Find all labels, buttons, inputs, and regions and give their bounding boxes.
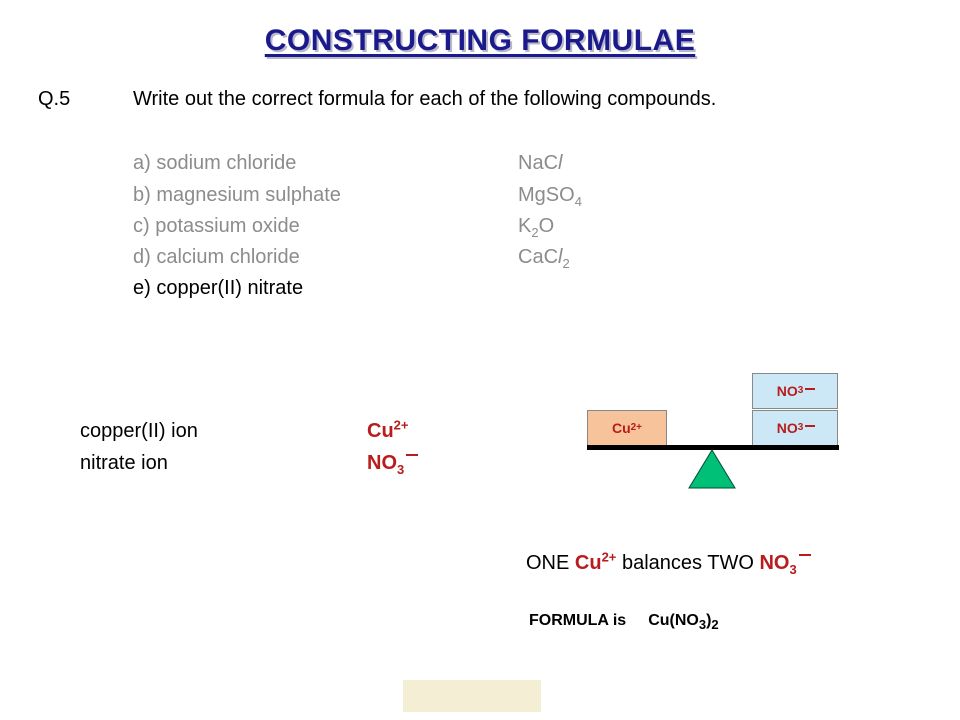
fulcrum-triangle [688, 449, 736, 489]
compound-d-name: d) calcium chloride [133, 246, 300, 268]
nitrate-ion-formula: $NO_3$ [367, 452, 405, 477]
copper-ion-formula: $Cu^{2+}$ [367, 417, 409, 442]
compound-c-name: c) potassium oxide [133, 215, 300, 237]
copper-ion-block: Cu 2+ [587, 410, 667, 446]
compound-b-name: b) magnesium sulphate [133, 184, 341, 206]
compound-e-name: e) copper(II) nitrate [133, 277, 304, 299]
question-text: Write out the correct formula for each of the following compounds. [133, 88, 717, 110]
nitrate-ion-block-top: NO 3 [752, 373, 838, 409]
compound-a-formula: NaCl [518, 152, 563, 174]
nitrate-ion-block-bottom: NO 3 [752, 410, 838, 446]
formula-answer: FORMULA is $Cu(NO_3)_2$ [529, 612, 719, 633]
copper-ion-label: copper(II) ion [80, 420, 198, 442]
compound-d-formula: CaCl$_2$ [518, 246, 570, 271]
compound-b-formula: MgSO$_4$ [518, 184, 582, 209]
nitrate-ion-label: nitrate ion [80, 452, 168, 474]
footer-tab [403, 680, 541, 712]
page-title: CONSTRUCTING FORMULAE [264, 24, 696, 57]
question-number: Q.5 [38, 88, 71, 110]
balance-statement: ONE $Cu^{2+}$ balances TWO $NO_3$ [526, 549, 797, 577]
compound-a-name: a) sodium chloride [133, 152, 297, 174]
compound-c-formula: $K_2O$ [518, 215, 555, 240]
